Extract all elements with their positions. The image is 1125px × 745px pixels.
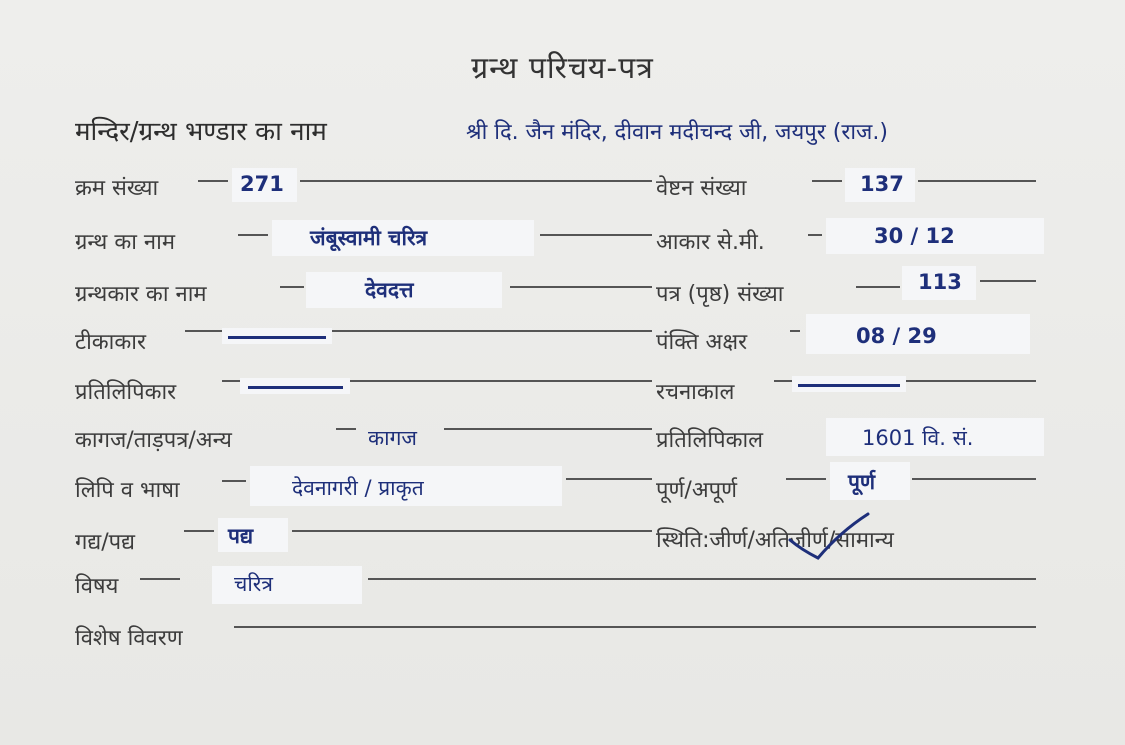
- commentator-blank: [228, 336, 326, 339]
- complete-incomplete-label: पूर्ण/अपूर्ण: [656, 478, 738, 503]
- leaf-count-label: पत्र (पृष्ठ) संख्या: [656, 282, 784, 307]
- size-label: आकार से.मी.: [656, 230, 765, 255]
- bundle-number-label: वेष्टन संख्या: [656, 176, 747, 201]
- serial-number-value: 271: [240, 172, 284, 196]
- size-value: 30 / 12: [874, 224, 955, 248]
- author-value: देवदत्त: [365, 278, 414, 302]
- subject-value: चरित्र: [234, 572, 273, 596]
- complete-incomplete-value: पूर्ण: [848, 470, 876, 494]
- copy-date-value: 1601 वि. सं.: [862, 426, 974, 450]
- library-value: श्री दि. जैन मंदिर, दीवान मदीचन्द जी, जयपुर (राज.): [466, 120, 888, 145]
- book-name-value: जंबूस्वामी चरित्र: [310, 226, 428, 250]
- composition-period-label: रचनाकाल: [656, 380, 735, 405]
- line-letters-value: 08 / 29: [856, 324, 937, 348]
- book-name-label: ग्रन्थ का नाम: [75, 230, 175, 255]
- prose-verse-value: पद्य: [228, 524, 254, 548]
- material-label: कागज/ताड़पत्र/अन्य: [75, 428, 232, 453]
- subject-label: विषय: [75, 574, 119, 599]
- script-language-label: लिपि व भाषा: [75, 478, 180, 503]
- bundle-number-value: 137: [860, 172, 904, 196]
- leaf-count-value: 113: [918, 270, 962, 294]
- card-title: ग्रन्थ परिचय-पत्र: [471, 51, 654, 86]
- commentator-label: टीकाकार: [75, 330, 146, 355]
- script-language-value: देवनागरी / प्राकृत: [292, 476, 424, 500]
- composition-period-blank: [798, 384, 900, 387]
- author-label: ग्रन्थकार का नाम: [75, 282, 207, 307]
- line-letters-label: पंक्ति अक्षर: [656, 330, 748, 355]
- copyist-blank: [248, 386, 343, 389]
- copyist-label: प्रतिलिपिकार: [75, 380, 177, 405]
- copy-date-label: प्रतिलिपिकाल: [656, 428, 764, 453]
- condition-label: स्थिति:जीर्ण/अतिजीर्ण/सामान्य: [656, 528, 894, 553]
- special-details-label: विशेष विवरण: [75, 626, 183, 651]
- material-value: कागज: [368, 426, 417, 450]
- prose-verse-label: गद्य/पद्य: [75, 530, 136, 555]
- library-label: मन्दिर/ग्रन्थ भण्डार का नाम: [75, 117, 327, 147]
- checkmark-icon: [784, 510, 874, 562]
- serial-number-label: क्रम संख्या: [75, 176, 159, 201]
